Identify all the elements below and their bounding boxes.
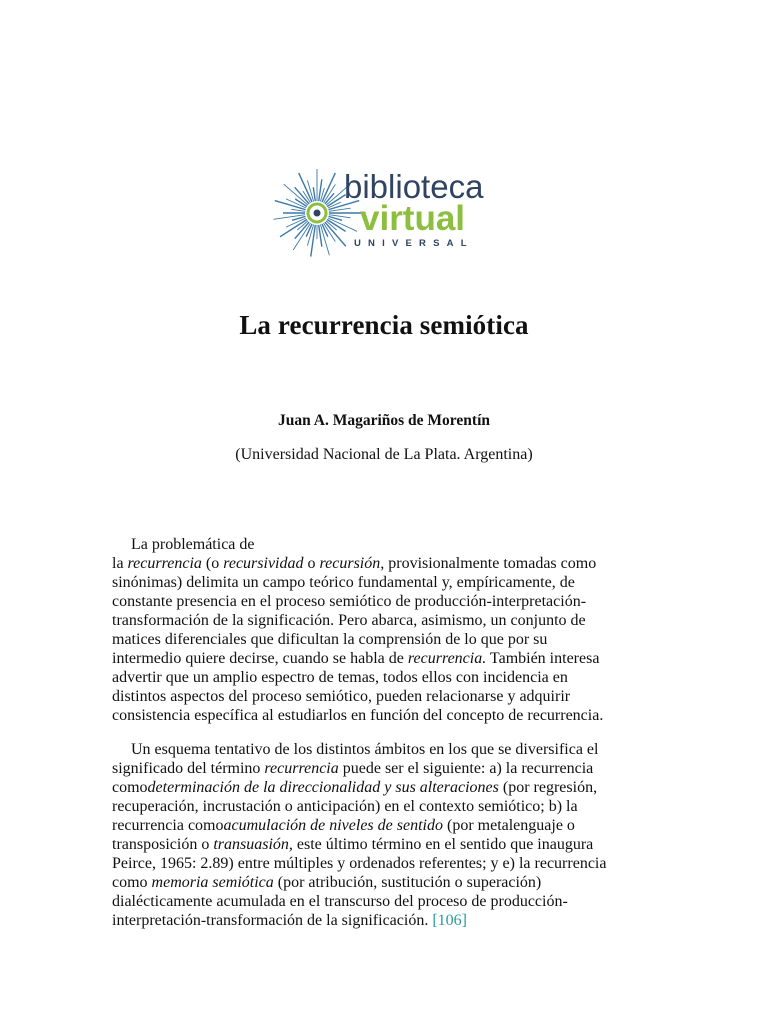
logo-center-dot	[314, 210, 321, 217]
paragraph-line: significado del término recurrencia puede ser el siguiente: a) la recurrencia	[112, 760, 594, 777]
paragraph-line: intermedio quiere decirse, cuando se habla de recurrencia. También interesa	[112, 650, 600, 667]
starburst-ray	[329, 216, 342, 220]
paragraph-line: recuperación, incrustación o anticipación) en el contexto semiótico; b) la	[112, 798, 578, 815]
paragraph-line: constante presencia en el proceso semiótico de producción-interpretación-	[112, 593, 587, 610]
paragraph-line: interpretación-transformación de la significación. [106]	[112, 912, 467, 929]
biblioteca-virtual-logo	[262, 166, 512, 264]
author-name: Juan A. Magariños de Morentín	[278, 412, 490, 429]
logo-word-virtual: virtual	[360, 199, 466, 238]
starburst-ray	[292, 216, 305, 220]
starburst-ray	[311, 225, 316, 257]
paragraph-line: consistencia específica al estudiarlos en función del concepto de recurrencia.	[112, 707, 604, 724]
paragraph-line: transposición o transuasión, este último término en el sentido que inaugura	[112, 836, 594, 853]
logo-word-biblioteca: biblioteca	[344, 168, 484, 205]
paragraph-line: como memoria semiótica (por atribución, sustitución o superación)	[112, 874, 542, 891]
paragraph-line: distintos aspectos del proceso semiótico, pueden relacionarse y adquirir	[112, 688, 571, 705]
logo-graphic	[262, 166, 512, 264]
paragraph-line: recurrencia comoacumulación de niveles de sentido (por metalenguaje o	[112, 817, 575, 834]
paragraph-1	[112, 535, 652, 725]
paragraph-line: La problemática de	[131, 536, 255, 553]
starburst-ray	[284, 184, 308, 205]
paragraph-line: comodeterminación de la direccionalidad y sus alteraciones (por regresión,	[112, 779, 598, 796]
logo-word-universal: UNIVERSAL	[354, 238, 474, 249]
paragraph-line: advertir que un amplio espectro de temas, todos ellos con incidencia en	[112, 669, 568, 686]
paragraph-line: la recurrencia (o recursividad o recursión, provisionalmente tomadas como	[112, 555, 597, 572]
document-title: La recurrencia semiótica	[239, 310, 529, 340]
starburst-ray	[299, 173, 312, 202]
paragraph-line: Peirce, 1965: 2.89) entre múltiples y ordenados referentes; y e) la recurrencia	[112, 855, 607, 872]
paragraph-line: matices diferenciales que dificultan la comprensión de lo que por su	[112, 631, 548, 648]
paragraph-line: dialécticamente acumulada en el transcurso del proceso de producción-	[112, 893, 568, 910]
author-affiliation: (Universidad Nacional de La Plata. Argentina)	[235, 446, 533, 463]
paragraph-line: sinónimas) delimita un campo teórico fundamental y, empíricamente, de	[112, 574, 575, 591]
starburst-ray	[313, 187, 315, 201]
paragraph-line: Un esquema tentativo de los distintos ámbitos en los que se diversifica el	[131, 741, 599, 758]
starburst-ray	[325, 222, 346, 246]
paragraph-2	[112, 740, 652, 930]
paragraph-line: transformación de la significación. Pero abarca, asimismo, un conjunto de	[112, 612, 586, 629]
footnote-reference-link[interactable]: [106]	[432, 912, 467, 929]
